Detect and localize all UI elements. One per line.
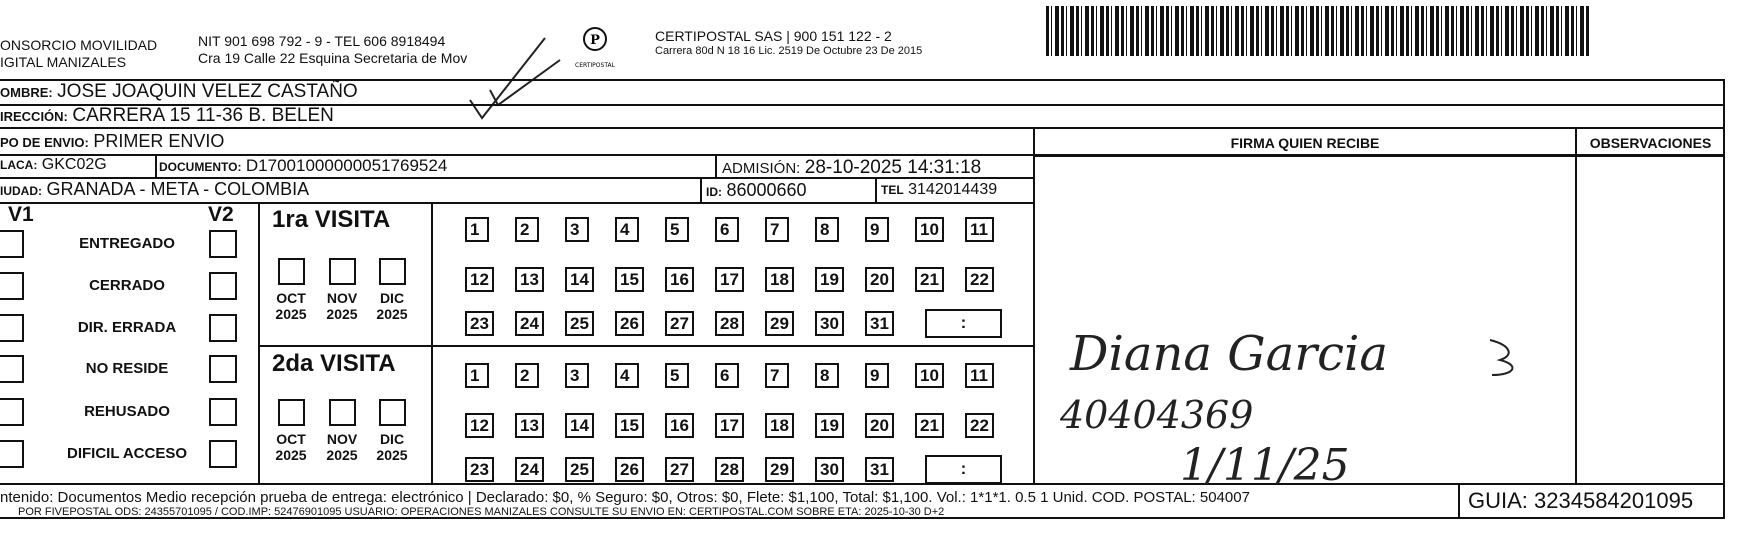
- ciudad-label: IUDAD:: [0, 184, 42, 198]
- second-visit-title: 2da VISITA: [272, 350, 396, 377]
- certipostal-address: Carrera 80d N 18 16 Lic. 2519 De Octubre 23 De 2015: [655, 45, 923, 57]
- tipo-envio-label: PO DE ENVIO:: [0, 135, 89, 150]
- day-box[interactable]: 15: [615, 413, 644, 438]
- reason-label: NO RESIDE: [85, 360, 169, 377]
- day-box[interactable]: 31: [865, 457, 894, 482]
- divider: [715, 154, 717, 177]
- day-box[interactable]: 24: [515, 311, 544, 336]
- month-name: OCT: [276, 290, 306, 306]
- v1-checkbox[interactable]: [0, 272, 24, 300]
- day-box[interactable]: 12: [465, 413, 494, 438]
- day-box[interactable]: 17: [715, 413, 744, 438]
- v2-label: V2: [208, 203, 234, 226]
- tipo-envio-row: [0, 131, 224, 152]
- month-name: OCT: [276, 431, 306, 447]
- observaciones-label: OBSERVACIONES: [1589, 135, 1712, 151]
- day-box[interactable]: 16: [665, 267, 694, 292]
- certipostal-title: CERTIPOSTAL SAS | 900 151 122 - 2: [655, 28, 892, 44]
- documento-row: [159, 156, 447, 176]
- month-checkbox[interactable]: [278, 258, 305, 285]
- tel-row: [881, 181, 997, 199]
- contenido-line: ntenido: Documentos Medio recepción prueba de entrega: electrónico | Declarado: $0, % Seguro: $0, Otros: $0, Flete: $1,100, Total: $1,100. Vol.: 1*1*1. 0.5 1 Unid. COD. POSTAL: 504007: [0, 489, 1250, 506]
- v1-checkbox[interactable]: [0, 355, 24, 383]
- tipo-envio-value: PRIMER ENVIO: [93, 131, 225, 151]
- divider: [260, 345, 1035, 347]
- checkmark-icon: [460, 30, 580, 120]
- day-box[interactable]: 25: [565, 311, 594, 336]
- v2-checkbox[interactable]: [209, 272, 237, 300]
- divider: [1723, 79, 1725, 517]
- v2-checkbox[interactable]: [209, 314, 237, 342]
- divider: [0, 202, 1035, 204]
- day-box[interactable]: 22: [965, 413, 994, 438]
- month-label: [319, 431, 365, 463]
- day-box[interactable]: 15: [615, 267, 644, 292]
- day-box[interactable]: 21: [915, 267, 944, 292]
- day-box[interactable]: 26: [615, 457, 644, 482]
- day-box[interactable]: 31: [865, 311, 894, 336]
- month-year: 2025: [326, 306, 358, 322]
- day-box[interactable]: 12: [465, 267, 494, 292]
- day-box[interactable]: 28: [715, 457, 744, 482]
- month-year: 2025: [376, 447, 408, 463]
- day-box[interactable]: 1: [465, 217, 489, 242]
- day-box[interactable]: 1: [465, 363, 489, 388]
- divider: [1033, 127, 1035, 483]
- placa-value: GKC02G: [41, 156, 107, 173]
- reason-label: REHUSADO: [84, 403, 170, 420]
- placa-label: LACA:: [0, 158, 38, 172]
- day-box[interactable]: 30: [815, 457, 844, 482]
- day-box[interactable]: 9: [865, 217, 889, 242]
- certipostal-info: [655, 28, 922, 58]
- month-name: DIC: [379, 290, 405, 306]
- v2-checkbox[interactable]: [209, 440, 237, 468]
- month-checkbox[interactable]: [379, 399, 406, 426]
- reason-label: DIFICIL ACCESO: [66, 445, 187, 462]
- firma-label: FIRMA QUIEN RECIBE: [1230, 135, 1380, 151]
- day-box[interactable]: 14: [565, 267, 594, 292]
- month-name: NOV: [326, 431, 358, 447]
- day-box[interactable]: 17: [715, 267, 744, 292]
- day-box[interactable]: 2: [515, 217, 539, 242]
- day-box[interactable]: 4: [615, 217, 639, 242]
- divider: [875, 177, 877, 202]
- placa-row: [0, 156, 107, 174]
- direccion-label: IRECCIÓN:: [0, 109, 68, 124]
- day-box[interactable]: 6: [715, 363, 739, 388]
- divider: [258, 202, 260, 483]
- v2-checkbox[interactable]: [209, 230, 237, 258]
- company-name-line2: IGITAL MANIZALES: [0, 54, 127, 70]
- day-box[interactable]: 13: [515, 413, 544, 438]
- day-box[interactable]: 3: [565, 363, 589, 388]
- month-label: [369, 431, 415, 463]
- month-year: 2025: [376, 306, 408, 322]
- company-name: [0, 37, 157, 71]
- day-box[interactable]: 19: [815, 267, 844, 292]
- ciudad-row: [0, 179, 309, 200]
- time-field[interactable]: :: [925, 309, 1002, 338]
- day-box[interactable]: 11: [965, 363, 994, 388]
- svg-text:P: P: [590, 33, 600, 48]
- day-box[interactable]: 28: [715, 311, 744, 336]
- time-field[interactable]: :: [925, 455, 1002, 484]
- month-year: 2025: [275, 306, 307, 322]
- reason-label: CERRADO: [89, 277, 165, 294]
- day-box[interactable]: 2: [515, 363, 539, 388]
- admision-label: ADMISIÓN:: [722, 160, 801, 177]
- nit-tel: NIT 901 698 792 - 9 - TEL 606 8918494: [198, 33, 446, 49]
- month-label: [268, 290, 314, 322]
- day-box[interactable]: 8: [815, 363, 839, 388]
- divider: [431, 202, 433, 483]
- day-box[interactable]: 5: [665, 363, 689, 388]
- month-label: [369, 290, 415, 322]
- v1-label: V1: [8, 203, 34, 226]
- day-box[interactable]: 5: [665, 217, 689, 242]
- day-box[interactable]: 25: [565, 457, 594, 482]
- day-box[interactable]: 6: [715, 217, 739, 242]
- day-box[interactable]: 18: [765, 413, 794, 438]
- divider: [0, 127, 1725, 129]
- ods-line: POR FIVEPOSTAL ODS: 24355701095 / COD.IMP: 52476901095 USUARIO: OPERACIONES MANIZALES CONSULTE SU ENVIO EN: CERTIPOSTAL.COM SOBRE ETA: 2025-10-30 D+2: [18, 506, 945, 518]
- day-box[interactable]: 9: [865, 363, 889, 388]
- v1-checkbox[interactable]: [0, 314, 24, 342]
- logo-text: CERTIPOSTAL: [575, 62, 615, 69]
- documento-value: D17001000000051769524: [245, 156, 448, 175]
- documento-label: DOCUMENTO:: [159, 160, 242, 174]
- company-contact: [198, 33, 467, 67]
- day-box[interactable]: 26: [615, 311, 644, 336]
- day-box[interactable]: 16: [665, 413, 694, 438]
- day-box[interactable]: 4: [615, 363, 639, 388]
- nombre-value: JOSE JOAQUIN VELEZ CASTAÑO: [57, 81, 358, 102]
- divider: [700, 177, 702, 202]
- handwritten-signature: [1060, 320, 1560, 490]
- day-box[interactable]: 22: [965, 267, 994, 292]
- month-checkbox[interactable]: [379, 258, 406, 285]
- first-visit-title: 1ra VISITA: [272, 206, 391, 233]
- day-box[interactable]: 10: [915, 217, 944, 242]
- day-box[interactable]: 3: [565, 217, 589, 242]
- signature-name: Diana Garcia: [1070, 326, 1388, 382]
- id-row: [706, 180, 807, 201]
- day-box[interactable]: 21: [915, 413, 944, 438]
- v1-checkbox[interactable]: [0, 440, 24, 468]
- admision-value: 28-10-2025 14:31:18: [804, 157, 982, 178]
- nombre-row: [0, 81, 358, 103]
- month-year: 2025: [326, 447, 358, 463]
- day-box[interactable]: 29: [765, 457, 794, 482]
- day-box[interactable]: 11: [965, 217, 994, 242]
- guia-number: GUIA: 3234584201095: [1468, 488, 1694, 513]
- day-box[interactable]: 23: [465, 311, 494, 336]
- signature-date: 1/11/25: [1180, 440, 1350, 490]
- day-box[interactable]: 24: [515, 457, 544, 482]
- day-box[interactable]: 10: [915, 363, 944, 388]
- day-box[interactable]: 29: [765, 311, 794, 336]
- month-name: DIC: [379, 431, 405, 447]
- v2-checkbox[interactable]: [209, 398, 237, 426]
- day-box[interactable]: 7: [765, 363, 789, 388]
- day-box[interactable]: 27: [665, 311, 694, 336]
- direccion-value: CARRERA 15 11-36 B. BELEN: [72, 105, 334, 126]
- day-box[interactable]: 18: [765, 267, 794, 292]
- reason-label: DIR. ERRADA: [77, 319, 177, 336]
- month-checkbox[interactable]: [329, 399, 356, 426]
- divider: [155, 154, 157, 177]
- signature-id: 40404369: [1060, 393, 1254, 437]
- reason-label: ENTREGADO: [79, 235, 175, 252]
- day-box[interactable]: 27: [665, 457, 694, 482]
- admision-row: [722, 157, 981, 179]
- company-address: Cra 19 Calle 22 Esquina Secretaria de Mov: [198, 50, 468, 66]
- month-checkbox[interactable]: [278, 399, 305, 426]
- month-year: 2025: [275, 447, 307, 463]
- v2-checkbox[interactable]: [209, 355, 237, 383]
- day-box[interactable]: 14: [565, 413, 594, 438]
- tel-label: TEL: [881, 183, 904, 197]
- day-box[interactable]: 8: [815, 217, 839, 242]
- day-box[interactable]: 13: [515, 267, 544, 292]
- company-name-line1: ONSORCIO MOVILIDAD: [0, 37, 158, 53]
- month-name: NOV: [326, 290, 358, 306]
- day-box[interactable]: 23: [465, 457, 494, 482]
- v1-checkbox[interactable]: [0, 398, 24, 426]
- barcode: [1046, 6, 1591, 56]
- day-box[interactable]: 20: [865, 413, 894, 438]
- id-label: ID:: [706, 185, 722, 199]
- id-value: 86000660: [726, 180, 807, 200]
- day-box[interactable]: 20: [865, 267, 894, 292]
- month-label: [319, 290, 365, 322]
- day-box[interactable]: 19: [815, 413, 844, 438]
- day-box[interactable]: 7: [765, 217, 789, 242]
- month-checkbox[interactable]: [329, 258, 356, 285]
- tel-value: 3142014439: [908, 181, 998, 198]
- direccion-row: [0, 105, 334, 127]
- divider: [1575, 127, 1577, 483]
- v1-checkbox[interactable]: [0, 230, 24, 258]
- day-box[interactable]: 30: [815, 311, 844, 336]
- month-label: [268, 431, 314, 463]
- nombre-label: OMBRE:: [0, 85, 53, 100]
- ciudad-value: GRANADA - META - COLOMBIA: [46, 179, 310, 199]
- divider: [1035, 155, 1725, 157]
